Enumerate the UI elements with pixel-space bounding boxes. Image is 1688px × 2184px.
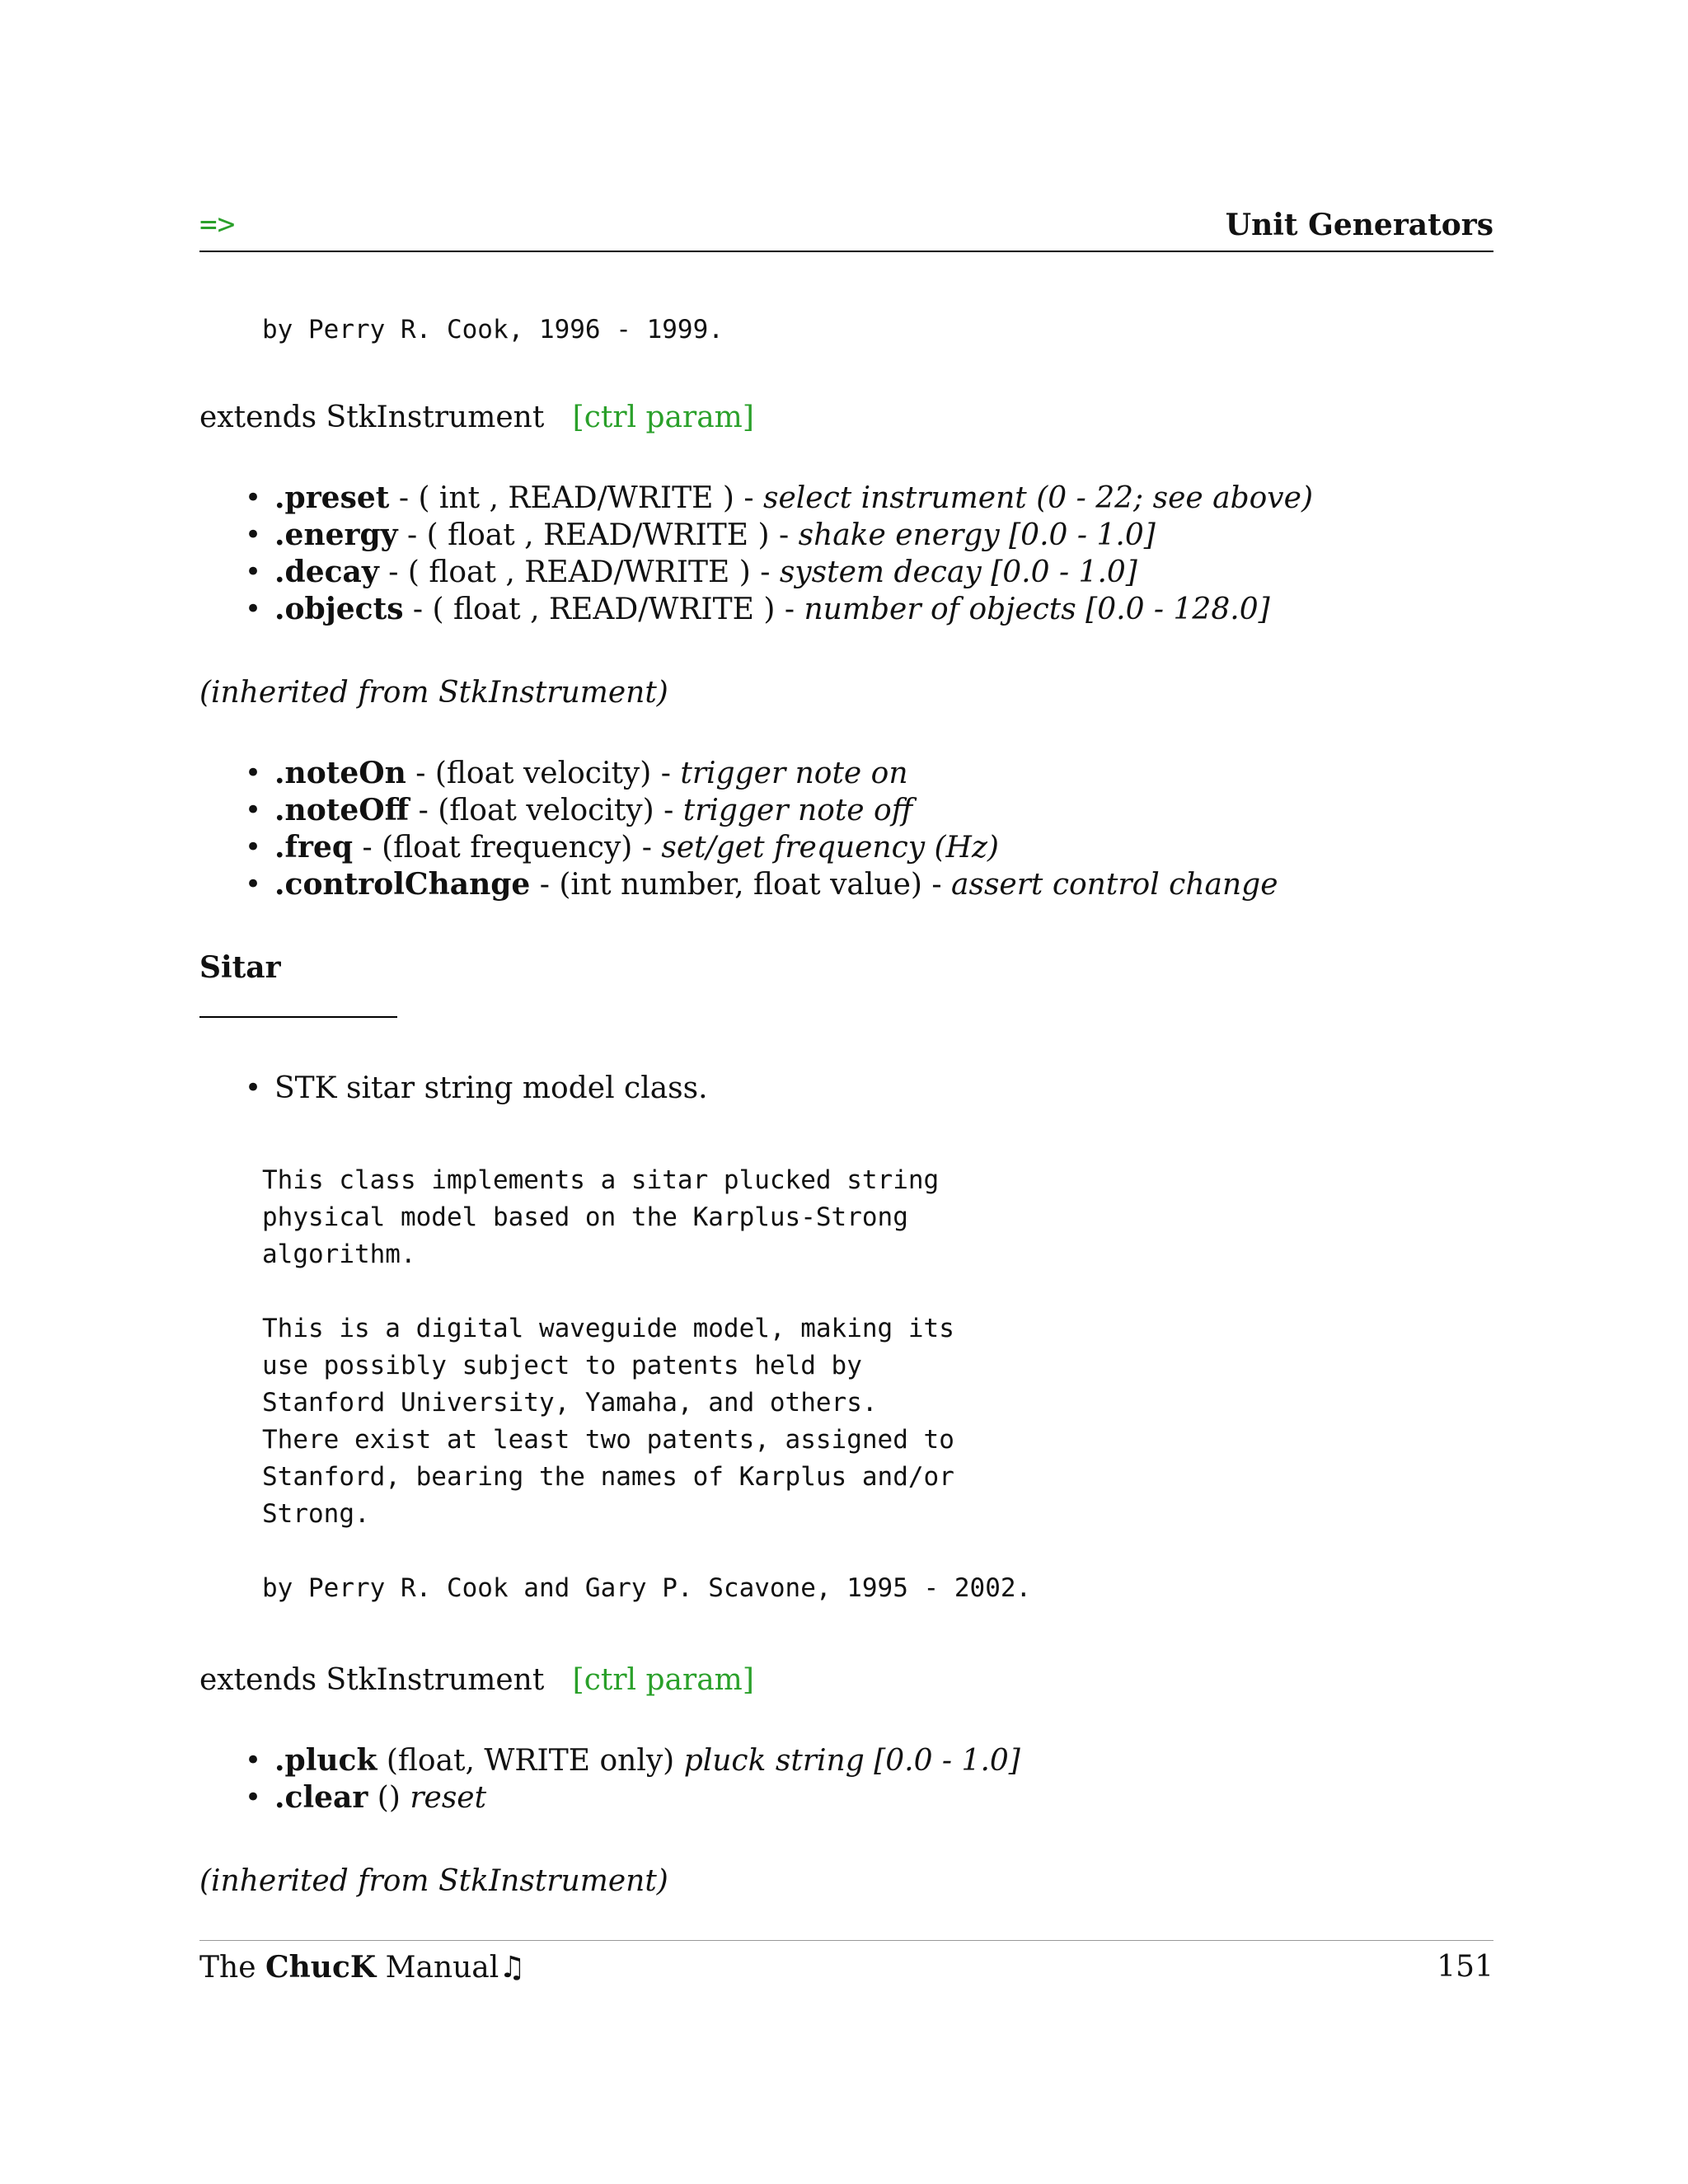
sitar-description: This class implements a sitar plucked string physical model based on the Karplus-Strong algorithm. This is a digital waveguide model, making its use possibly subject to patents held by Stanford University, Yamaha, and others. There exist at least two patents, assigned to Stanford, bearing the names of Karplus and/or Strong. by Perry R. Cook and Gary P. Scavone, 1995 - 2002. [262, 1165, 1032, 1603]
list-item: • STK sitar string model class. [245, 1070, 708, 1107]
sitar-extends-text: extends StkInstrument [199, 1663, 545, 1697]
sitar-param-list [245, 1742, 1020, 1816]
footer-rule [199, 1940, 1493, 1941]
shakers-extends-text: extends StkInstrument [199, 401, 545, 434]
header-title: Unit Generators [1225, 208, 1493, 242]
inherited-label: (inherited from StkInstrument) [199, 676, 668, 710]
list-item: • .freq - (float frequency) - set/get frequency (Hz) [245, 829, 1278, 866]
list-item: • .pluck (float, WRITE only) pluck string [0.0 - 1.0] [245, 1742, 1020, 1779]
list-item: • .preset - ( int , READ/WRITE ) - select instrument (0 - 22; see above) [245, 480, 1313, 517]
shakers-extends-line [199, 399, 754, 436]
header-arrow[interactable]: => [199, 208, 236, 241]
list-item: • .objects - ( float , READ/WRITE ) - number of objects [0.0 - 128.0] [245, 591, 1313, 628]
running-header [199, 203, 1493, 252]
list-item: • .energy - ( float , READ/WRITE ) - shake energy [0.0 - 1.0] [245, 517, 1313, 554]
list-item: • .controlChange - (int number, float value) - assert control change [245, 866, 1278, 903]
section-title-sitar: Sitar [199, 950, 281, 985]
list-item: • .noteOn - (float velocity) - trigger note on [245, 755, 1278, 792]
shakers-ctrl-param-link[interactable]: [ctrl param] [572, 401, 754, 434]
sitar-extends-line [199, 1661, 754, 1699]
shakers-param-list [245, 480, 1313, 628]
list-item: • .noteOff - (float velocity) - trigger note off [245, 792, 1278, 829]
sitar-inherited-label: (inherited from StkInstrument) [199, 1864, 668, 1898]
section-rule [199, 1016, 397, 1018]
footer-title: The ChucK Manual♫ [199, 1950, 526, 1985]
shakers-credit: by Perry R. Cook, 1996 - 1999. [262, 315, 724, 344]
page-number: 151 [1437, 1950, 1493, 1984]
list-item: • .decay - ( float , READ/WRITE ) - system decay [0.0 - 1.0] [245, 554, 1313, 591]
list-item: • .clear () reset [245, 1779, 1020, 1816]
inherited-param-list [245, 755, 1278, 903]
footer-brand: ChucK [265, 1950, 377, 1985]
sitar-summary-list [245, 1070, 708, 1107]
sitar-ctrl-param-link[interactable]: [ctrl param] [572, 1663, 754, 1697]
